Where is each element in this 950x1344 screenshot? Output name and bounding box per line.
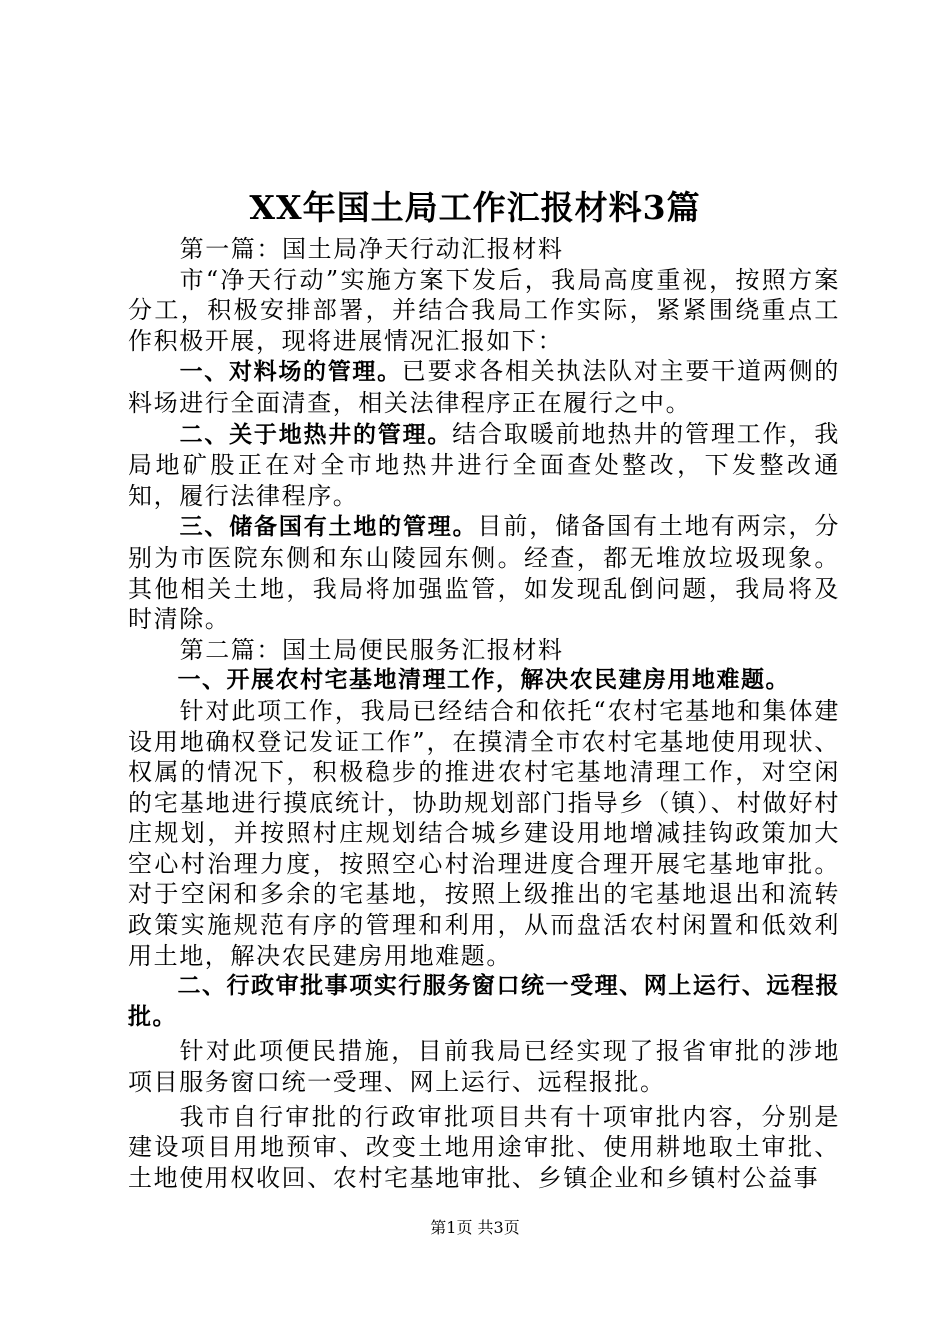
item-paragraph-material-yard <box>128 356 840 418</box>
document-body <box>128 234 840 1193</box>
document-title: XX年国土局工作汇报材料3篇 <box>249 188 701 227</box>
item-paragraph-geothermal-wells <box>128 419 840 512</box>
paragraph-text: 结合取暖前地热井的管理工作，我局地矿股正在对全市地热井进行全面查处整改，下发整改通知，履行法律程序。 <box>128 419 841 510</box>
item-heading: 一、开展农村宅基地清理工作，解决农民建房用地难题。 <box>177 667 790 694</box>
approval-paragraph <box>128 1036 840 1097</box>
paragraph-text: 我市自行审批的行政审批项目共有十项审批内容，分别是建设项目用地预审、改变土地用途审批、使用耕地取土审批、土地使用权收回、农村宅基地审批、乡镇企业和乡镇村公益事 <box>128 1102 840 1192</box>
paragraph-text: 针对此项工作，我局已经结合和依托“农村宅基地和集体建设用地确权登记发证工作”，在摸清全市农村宅基地使用现状、权属的情况下，积极稳步的推进农村宅基地清理工作，对空闲的宅基地进行摸底统计，协助规划部门指导乡（镇）、村做好村庄规划，并按照村庄规划结合城乡建设用地增减挂钩政策加大空心村治理力度，按照空心村治理进度合理开展宅基地审批。对于空闲和多余的宅基地，按照上级推出的宅基地退出和流转政策实施规范有序的管理和利用，从而盘活农村闲置和低效利用土地，解决农民建房用地难题。 <box>128 696 840 970</box>
section-heading-part-2 <box>128 635 840 666</box>
paragraph-text: 市“净天行动”实施方案下发后，我局高度重视，按照方案分工，积极安排部署，并结合我局工作实际，紧紧围绕重点工作积极开展，现将进展情况汇报如下： <box>128 265 840 355</box>
approval-items-paragraph <box>128 1102 840 1194</box>
item-heading: 一、对料场的管理。 <box>179 359 402 386</box>
section-heading-text: 第一篇：国土局净天行动汇报材料 <box>179 235 564 263</box>
item-heading-homestead-cleanup <box>128 665 840 696</box>
paragraph-text: 目前，储备国有土地有两宗，分别为市医院东侧和东山陵园东侧。经查，都无堆放垃圾现象。其他相关土地，我局将加强监管，如发现乱倒问题，我局将及时清除。 <box>128 512 840 634</box>
section-heading-text: 第二篇：国土局便民服务汇报材料 <box>179 635 564 664</box>
item-heading: 二、关于地热井的管理。 <box>179 421 453 448</box>
page-number-footer: 第1页 共3页 <box>430 1218 520 1237</box>
paragraph-text: 已要求各相关执法队对主要干道两侧的料场进行全面清查，相关法律程序正在履行之中。 <box>128 357 841 417</box>
item-heading: 二、行政审批事项实行服务窗口统一受理、网上运行、远程报批。 <box>128 973 840 1030</box>
item-paragraph-reserved-land <box>128 511 840 634</box>
paragraph-text: 针对此项便民措施，目前我局已经实现了报省审批的涉地项目服务窗口统一受理、网上运行、远程报批。 <box>128 1037 840 1097</box>
item-heading-admin-approval <box>128 971 840 1032</box>
homestead-paragraph <box>128 696 840 971</box>
item-heading: 三、储备国有土地的管理。 <box>179 514 478 541</box>
intro-paragraph <box>128 265 840 357</box>
section-heading-part-1 <box>128 234 840 265</box>
